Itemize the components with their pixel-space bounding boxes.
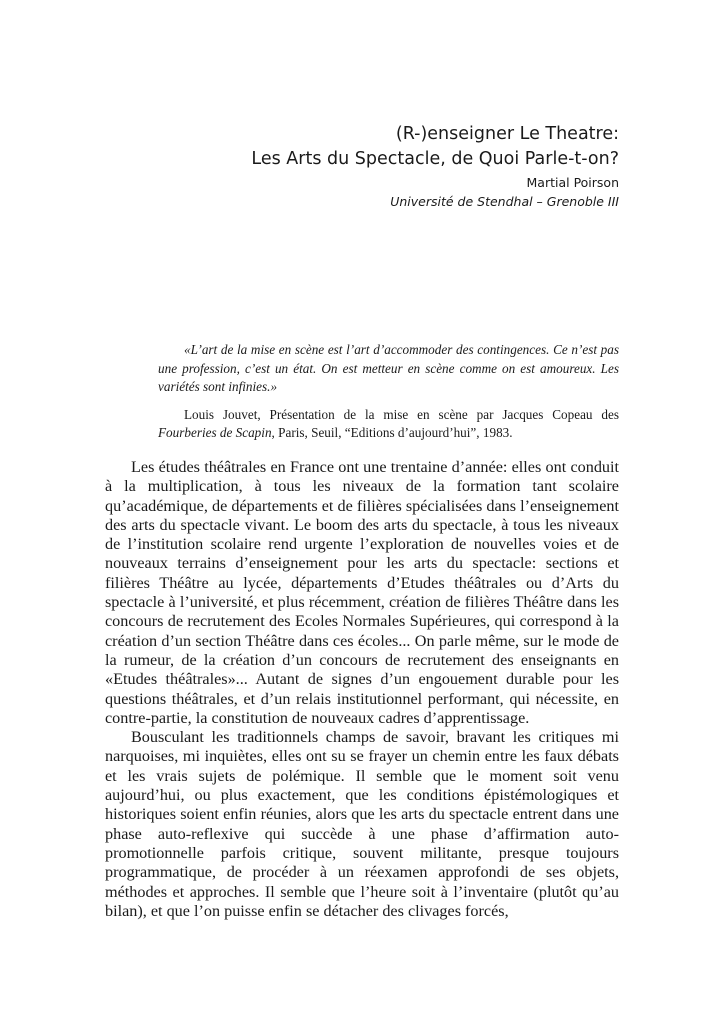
article-body	[105, 458, 619, 921]
article-title-line-1: (R-)enseigner Le Theatre:	[395, 124, 619, 144]
epigraph-source	[158, 406, 619, 443]
epigraph	[158, 341, 619, 443]
article-title-line-2: Les Arts du Spectacle, de Quoi Parle-t-on?	[251, 149, 619, 169]
author-affiliation: Université de Stendhal – Grenoble III	[390, 194, 619, 209]
article-header	[99, 122, 619, 212]
epigraph-source-publication: , Paris, Seuil, “Editions d’aujourd’hui”, 1983.	[271, 425, 513, 440]
epigraph-source-work: Fourberies de Scapin	[158, 425, 272, 440]
author-name: Martial Poirson	[526, 175, 619, 190]
epigraph-source-author: Louis Jouvet, Présentation de la mise en scène par Jacques Copeau des	[184, 406, 619, 422]
epigraph-quote: «L’art de la mise en scène est l’art d’accommoder des contingences. Ce n’est pas une profession, c’est un état. On est metteur en scène comme on est amoureux. Les variétés sont infinies.»	[158, 342, 619, 394]
body-paragraph-1: Les études théâtrales en France ont une trentaine d’année: elles ont conduit à la multiplication, à tous les niveaux de la formation tant scolaire qu’académique, de départements et de filières spécialisées dans l’enseignement des arts du spectacle vivant. Le boom des arts du spectacle, à tous les niveaux de l’institution scolaire rend urgente l’exploration de nouvelles voies et de nouveaux terrains d’enseignement pour les arts du spectacle: sections et filières Théâtre au lycée, départements d’Etudes théâtrales ou d’Arts du spectacle à l’université, et plus récemment, création de filières Théâtre dans les concours de recrutement des Ecoles Normales Supérieures, qui correspond à la création d’un section Théâtre dans ces écoles... On parle même, sur le mode de la rumeur, de la création d’un concours de recrutement des enseignants en «Etudes théâtrales»... Autant de signes d’un engouement durable pour les questions théâtrales, et d’un relais institutionnel performant, qui nécessite, en contre-partie, la constitution de nouveaux cadres d’apprentissage.	[105, 458, 619, 727]
body-paragraph-2: Bousculant les traditionnels champs de savoir, bravant les critiques mi narquoises, mi inquiètes, elles ont su se frayer un chemin entre les faux débats et les vrais sujets de polémique. Il semble que le moment soit venu aujourd’hui, ou plus exactement, que les conditions épistémologiques et historiques soient enfin réunies, alors que les arts du spectacle entrent dans une phase auto-reflexive qui succède à une phase d’affirmation auto-promotionnelle parfois critique, souvent militante, presque toujours programmatique, de procéder à un réexamen approfondi de ses objets, méthodes et approches. Il semble que l’heure soit à l’inventaire (plutôt qu’au bilan), et que l’on puisse enfin se détacher des clivages forcés,	[105, 728, 619, 920]
